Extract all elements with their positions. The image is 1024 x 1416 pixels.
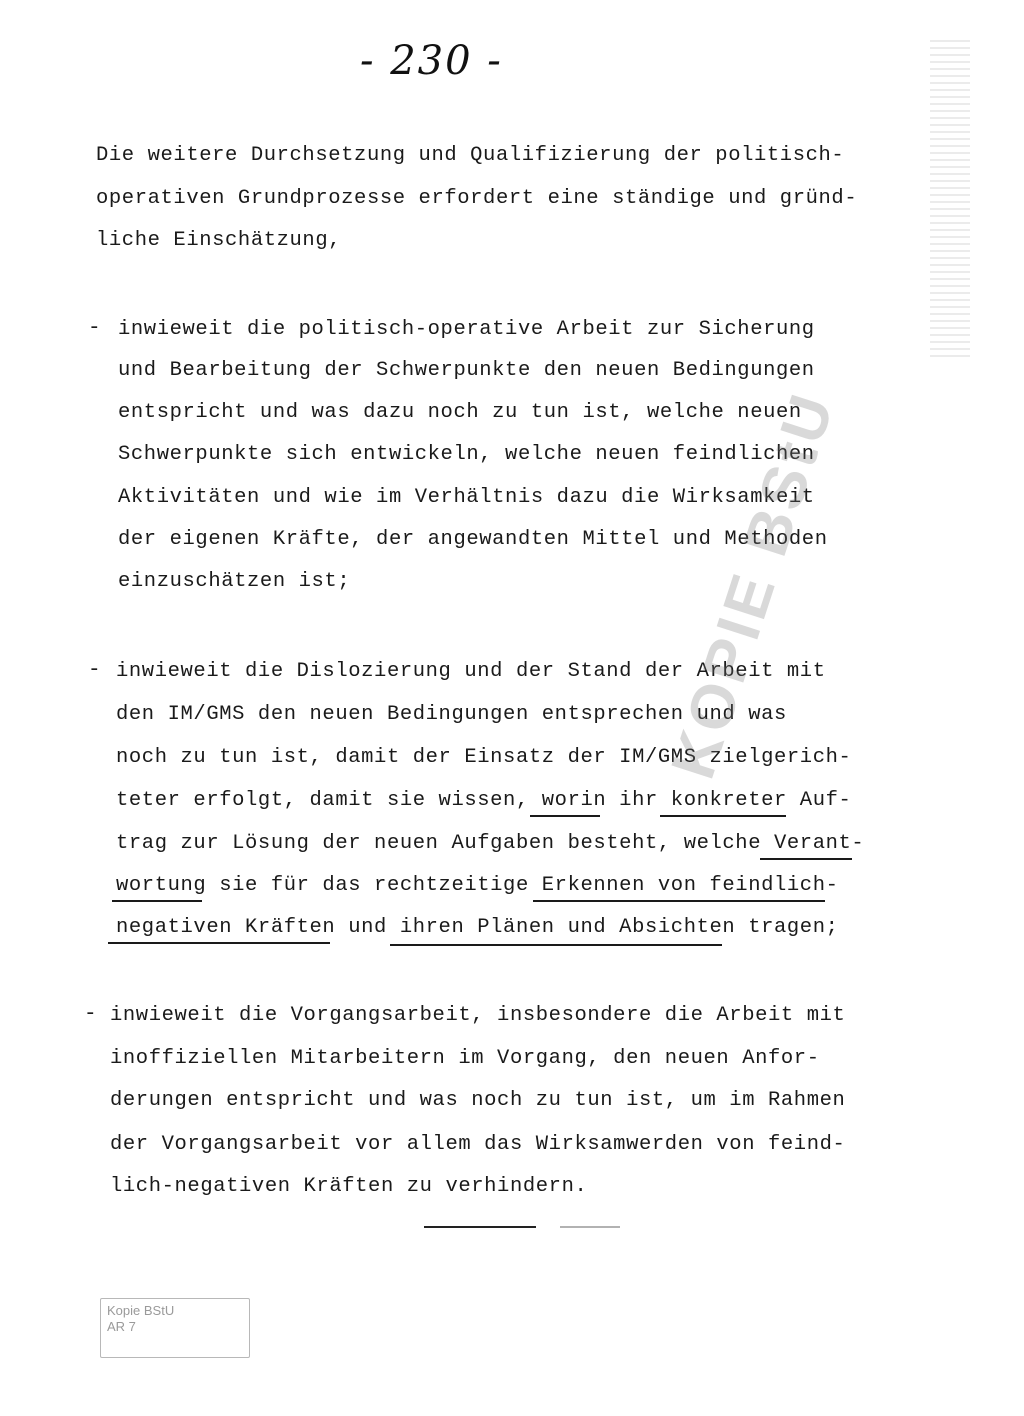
bullet-2: - (88, 659, 101, 682)
underline-plaenen-absichten (390, 944, 722, 946)
item-1-line-3: entspricht und was dazu noch zu tun ist, welche neuen (118, 401, 802, 424)
stamp-line-2: AR 7 (107, 1319, 136, 1334)
intro-line-1: Die weitere Durchsetzung und Qualifizierung der politisch- (96, 144, 845, 167)
item-2-line-6: wortung sie für das rechtzeitige Erkennen von feindlich- (116, 874, 839, 897)
item-3-line-2: inoffiziellen Mitarbeitern im Vorgang, den neuen Anfor- (110, 1047, 820, 1070)
intro-line-2: operativen Grundprozesse erfordert eine ständige und gründ- (96, 187, 858, 210)
scan-edge-artifact (930, 40, 970, 360)
underline-wortung (112, 900, 202, 902)
page-number: - 230 - (360, 38, 503, 84)
stamp-line-1: Kopie BStU (107, 1303, 175, 1318)
item-2-line-3: noch zu tun ist, damit der Einsatz der IM/GMS zielgerich- (116, 746, 852, 769)
underline-worin (530, 815, 600, 817)
underline-negativen-kraeften (108, 942, 330, 944)
item-1-line-7: einzuschätzen ist; (118, 570, 351, 593)
underline-konkreter (660, 815, 786, 817)
item-3-line-1: inwieweit die Vorgangsarbeit, insbesondere die Arbeit mit (110, 1004, 846, 1027)
item-2-line-4: teter erfolgt, damit sie wissen, worin ihr konkreter Auf- (116, 789, 852, 812)
item-2-line-7: negativen Kräften und ihren Plänen und Absichten tragen; (116, 916, 839, 939)
item-3-line-4: der Vorgangsarbeit vor allem das Wirksamwerden von feind- (110, 1133, 846, 1156)
item-1-line-2: und Bearbeitung der Schwerpunkte den neuen Bedingungen (118, 359, 815, 382)
kopie-bstu-watermark: KOPIE BStU (658, 383, 849, 787)
item-2-line-1: inwieweit die Dislozierung und der Stand der Arbeit mit (116, 660, 826, 683)
item-1-line-1: inwieweit die politisch-operative Arbeit zur Sicherung (118, 318, 815, 341)
item-2-line-2: den IM/GMS den neuen Bedingungen entsprechen und was (116, 703, 787, 726)
divider-line-faint (560, 1226, 620, 1228)
intro-line-3: liche Einschätzung, (96, 229, 342, 252)
archive-stamp (100, 1298, 250, 1358)
underline-verant (760, 858, 852, 860)
underline-erkennen (533, 900, 825, 902)
bullet-1: - (88, 317, 101, 340)
bullet-3: - (84, 1003, 97, 1026)
divider-line (424, 1226, 536, 1228)
item-1-line-4: Schwerpunkte sich entwickeln, welche neuen feindlichen (118, 443, 815, 466)
item-2-line-5: trag zur Lösung der neuen Aufgaben besteht, welche Verant- (116, 832, 865, 855)
item-3-line-5: lich-negativen Kräften zu verhindern. (110, 1175, 588, 1198)
item-1-line-5: Aktivitäten und wie im Verhältnis dazu die Wirksamkeit (118, 486, 815, 509)
item-3-line-3: derungen entspricht und was noch zu tun ist, um im Rahmen (110, 1089, 846, 1112)
item-1-line-6: der eigenen Kräfte, der angewandten Mittel und Methoden (118, 528, 828, 551)
